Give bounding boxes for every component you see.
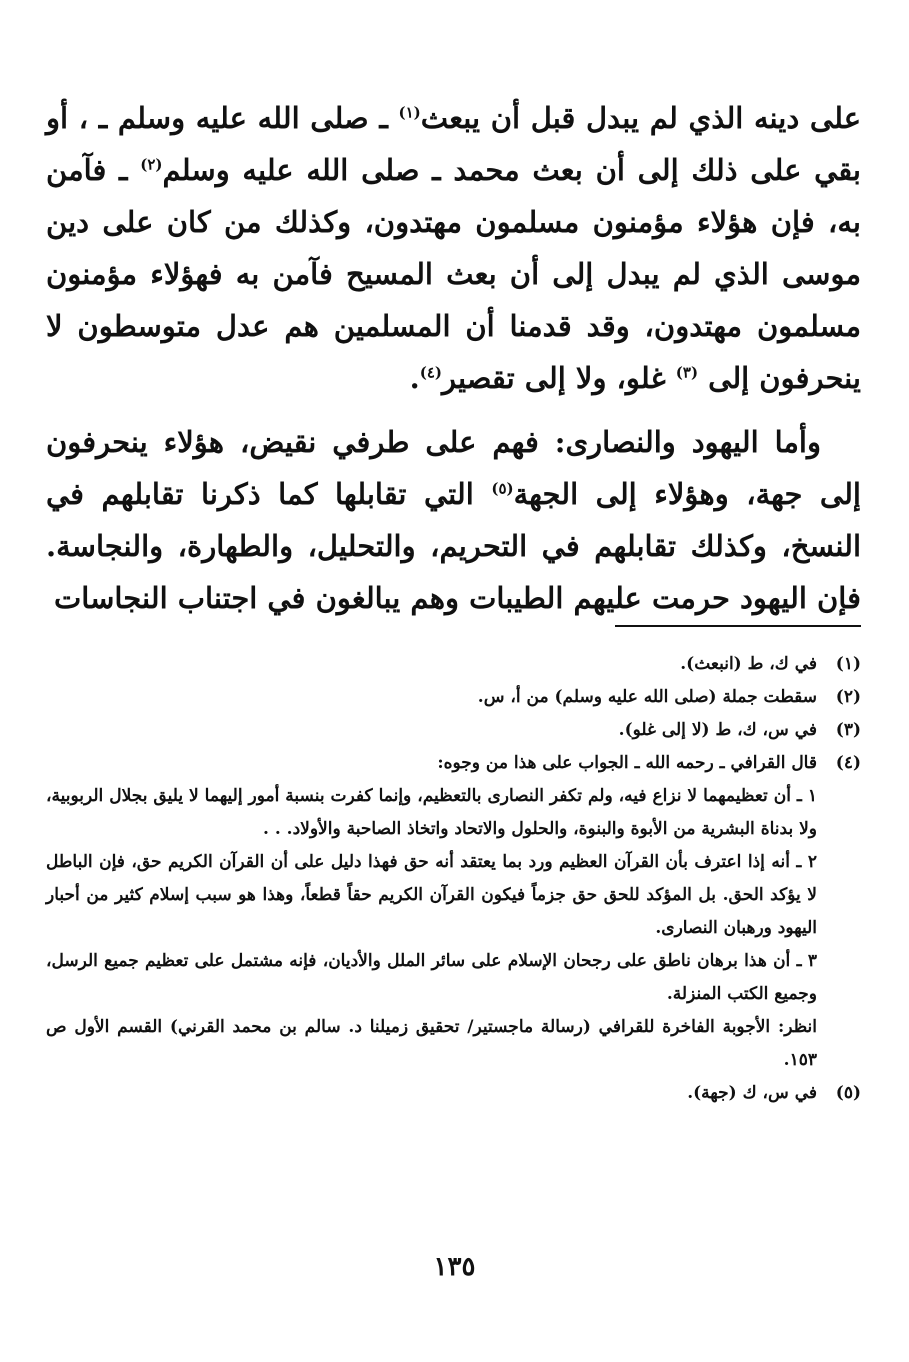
footnote-5 <box>46 1077 861 1110</box>
footnote-ref: (٢) <box>140 155 163 174</box>
footnote-ref: (٤) <box>419 363 443 382</box>
footnote-line: ٣ ـ أن هذا برهان ناطق على رجحان الإسلام على سائر الملل والأديان، فإنه مشتمل على تعظيم جميع الرسل، وجميع الكتب المنزلة. <box>46 951 817 1004</box>
footnote-line: ٢ ـ أنه إذا اعترف بأن القرآن العظيم ورد بما يعتقد أنه حق فهذا دليل على أن القرآن الكريم حق، فإن الباطل لا يؤكد الحق. بل المؤكد للحق حق جزماً فيكون القرآن الكريم حقاً قطعاً، وهذا هو سبب إسلام كثير من أحبار اليهود ورهبان النصارى. <box>46 852 817 938</box>
footnote-number: (٥) <box>835 1083 861 1103</box>
paragraph-1 <box>46 92 861 404</box>
text-run: ـ صلى الله عليه وسلم ـ ، أو بقي على ذلك إلى أن بعث محمد ـ صلى الله عليه وسلم <box>46 101 861 187</box>
footnote-body <box>46 714 817 747</box>
footnote-body <box>46 1077 817 1110</box>
footnote-line: في س، ك، ط (لا إلى غلو). <box>618 720 817 740</box>
footnote-body <box>46 681 817 714</box>
paragraph-2 <box>46 416 861 624</box>
footnote-4 <box>46 747 861 1077</box>
page-number: ١٣٥ <box>433 1252 476 1282</box>
footnote-line: سقطت جملة (صلى الله عليه وسلم) من أ، س. <box>477 687 817 707</box>
footnote-number: (٢) <box>835 687 861 707</box>
text-run: غلو، ولا إلى تقصير <box>442 361 676 395</box>
footnote-1 <box>46 648 861 681</box>
footnote-line: انظر: الأجوبة الفاخرة للقرافي (رسالة ماجستير/ تحقيق زميلنا د. سالم بن محمد القرني) القسم الأول ص ١٥٣. <box>46 1017 817 1070</box>
footnote-line: في ك، ط (انبعث). <box>680 654 817 674</box>
footnote-number: (٤) <box>835 753 861 773</box>
footnote-ref: (١) <box>398 103 421 122</box>
footnote-3 <box>46 714 861 747</box>
footnote-number: (٣) <box>835 720 861 740</box>
footnote-body <box>46 747 817 1077</box>
text-run: وأما اليهود والنصارى: فهم على طرفي نقيض، هؤلاء ينحرفون إلى جهة، وهؤلاء إلى الجهة <box>46 425 861 511</box>
text-run: . <box>409 361 420 395</box>
footnote-ref: (٣) <box>675 363 699 382</box>
main-text <box>46 92 861 624</box>
footnote-line: في س، ك (جهة). <box>687 1083 817 1103</box>
footnote-line: قال القرافي ـ رحمه الله ـ الجواب على هذا من وجوه: <box>437 753 817 773</box>
text-run: التي تقابلها كما ذكرنا تقابلهم في النسخ، وكذلك تقابلهم في التحريم، والتحليل، والطهارة، والنجاسة. فإن اليهود حرمت عليهم الطيبات وهم يبالغون في اجتناب النجاسات <box>46 477 861 615</box>
text-run: ـ فآمن به، فإن هؤلاء مؤمنون مسلمون مهتدون، وكذلك من كان على دين موسى الذي لم يبدل إلى أن بعث المسيح فآمن به فهؤلاء مؤمنون مسلمون مهتدون، وقد قدمنا أن المسلمين هم عدل متوسطون لا ينحرفون إلى <box>46 153 861 395</box>
footnote-ref: (٥) <box>491 479 514 498</box>
footnote-2 <box>46 681 861 714</box>
footnotes <box>46 648 861 1110</box>
footnote-separator <box>615 625 861 627</box>
footnote-number: (١) <box>835 654 861 674</box>
footnote-line: ١ ـ أن تعظيمهما لا نزاع فيه، ولم تكفر النصارى بالتعظيم، وإنما كفرت بنسبة أمور إليهما لا يليق بجلال الربوبية، ولا بدناة البشرية من الأبوة والبنوة، والحلول والاتحاد واتخاذ الصاحبة والأولاد. . . <box>46 786 817 839</box>
footnote-body <box>46 648 817 681</box>
text-run: على دينه الذي لم يبدل قبل أن يبعث <box>420 101 861 135</box>
